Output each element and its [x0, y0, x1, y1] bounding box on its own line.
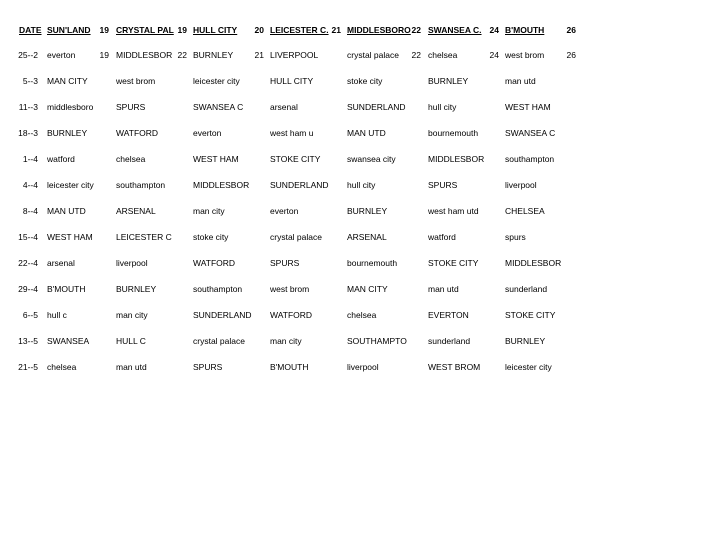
fixture-cell: MAN UTD	[347, 128, 386, 138]
fixture-cell: BURNLEY	[116, 284, 157, 294]
header-date: DATE	[19, 25, 42, 35]
fixture-cell: west ham utd	[428, 206, 479, 216]
fixture-cell: man utd	[428, 284, 459, 294]
header-team: HULL CITY	[193, 25, 238, 35]
fixture-cell: WEST BROM	[428, 362, 481, 372]
fixture-cell: STOKE CITY	[270, 154, 321, 164]
fixture-cell: crystal palace	[193, 336, 245, 346]
fixture-cell: chelsea	[47, 362, 77, 372]
fixture-cell: SOUTHAMPTO	[347, 336, 407, 346]
header-team: MIDDLESBORO	[347, 25, 411, 35]
row-date: 25--2	[18, 50, 38, 60]
fixture-cell: STOKE CITY	[428, 258, 479, 268]
fixture-cell: liverpool	[116, 258, 148, 268]
row-points: 24	[489, 50, 499, 60]
fixture-cell: BURNLEY	[505, 336, 546, 346]
fixture-cell: SPURS	[116, 102, 146, 112]
fixture-cell: middlesboro	[47, 102, 94, 112]
row-date: 13--5	[18, 336, 38, 346]
header-team: B'MOUTH	[505, 25, 545, 35]
fixture-cell: B'MOUTH	[47, 284, 86, 294]
fixture-cell: WEST HAM	[47, 232, 93, 242]
fixture-cell: sunderland	[505, 284, 548, 294]
fixture-cell: ARSENAL	[116, 206, 156, 216]
row-date: 4--4	[22, 180, 38, 190]
row-points: 21	[254, 50, 264, 60]
row-date: 22--4	[18, 258, 38, 268]
header-team: SUN'LAND	[47, 25, 91, 35]
fixture-cell: bournemouth	[428, 128, 479, 138]
fixture-cell: SUNDERLAND	[270, 180, 329, 190]
header-team-points: 21	[331, 25, 341, 35]
header-team-points: 26	[566, 25, 576, 35]
header-team: LEICESTER C.	[270, 25, 329, 35]
fixture-cell: BURNLEY	[193, 50, 234, 60]
fixture-cell: WATFORD	[270, 310, 313, 320]
fixture-cell: arsenal	[270, 102, 298, 112]
fixture-cell: southampton	[505, 154, 555, 164]
header-team-points: 22	[411, 25, 421, 35]
fixture-cell: everton	[193, 128, 222, 138]
fixture-cell: SUNDERLAND	[347, 102, 406, 112]
row-date: 21--5	[18, 362, 38, 372]
fixture-cell: SPURS	[193, 362, 223, 372]
fixture-cell: man city	[116, 310, 148, 320]
fixture-cell: LIVERPOOL	[270, 50, 319, 60]
fixture-cell: everton	[270, 206, 299, 216]
fixture-cell: BURNLEY	[428, 76, 469, 86]
fixture-cell: HULL CITY	[270, 76, 314, 86]
fixture-cell: everton	[47, 50, 76, 60]
fixture-cell: SUNDERLAND	[193, 310, 252, 320]
fixture-cell: watford	[428, 232, 456, 242]
fixture-cell: arsenal	[47, 258, 75, 268]
header-team: SWANSEA C.	[428, 25, 482, 35]
fixture-cell: stoke city	[347, 76, 383, 86]
fixture-cell: liverpool	[505, 180, 537, 190]
fixture-cell: man city	[270, 336, 302, 346]
fixture-cell: west brom	[116, 76, 156, 86]
fixture-cell: hull city	[347, 180, 376, 190]
fixture-cell: ARSENAL	[347, 232, 387, 242]
fixture-cell: WEST HAM	[193, 154, 239, 164]
fixture-cell: MIDDLESBOR	[116, 50, 173, 60]
fixture-cell: man city	[193, 206, 225, 216]
fixture-cell: leicester city	[505, 362, 552, 372]
fixture-cell: MIDDLESBOR	[505, 258, 562, 268]
row-date: 1--4	[22, 154, 38, 164]
fixture-cell: leicester city	[47, 180, 94, 190]
header-team-points: 20	[254, 25, 264, 35]
fixture-cell: WATFORD	[116, 128, 159, 138]
fixture-cell: SWANSEA C	[193, 102, 244, 112]
fixture-cell: crystal palace	[270, 232, 322, 242]
row-points: 22	[177, 50, 187, 60]
fixture-cell: watford	[47, 154, 75, 164]
fixture-cell: crystal palace	[347, 50, 399, 60]
row-date: 18--3	[18, 128, 38, 138]
fixture-cell: SWANSEA C	[505, 128, 556, 138]
header-team: CRYSTAL PAL	[116, 25, 174, 35]
fixture-cell: CHELSEA	[505, 206, 545, 216]
row-date: 8--4	[22, 206, 38, 216]
row-date: 15--4	[18, 232, 38, 242]
fixture-cell: B'MOUTH	[270, 362, 309, 372]
fixture-cell: bournemouth	[347, 258, 398, 268]
fixture-cell: west brom	[505, 50, 545, 60]
fixture-cell: stoke city	[193, 232, 229, 242]
fixture-cell: WATFORD	[193, 258, 236, 268]
fixture-cell: man utd	[116, 362, 147, 372]
row-date: 6--5	[22, 310, 38, 320]
fixture-cell: west brom	[270, 284, 310, 294]
row-points: 26	[566, 50, 576, 60]
fixture-cell: LEICESTER C	[116, 232, 172, 242]
fixture-cell: MIDDLESBOR	[428, 154, 485, 164]
fixture-cell: MAN CITY	[47, 76, 88, 86]
fixture-cell: chelsea	[347, 310, 377, 320]
fixture-cell: leicester city	[193, 76, 240, 86]
fixture-cell: west ham u	[270, 128, 314, 138]
fixture-cell: EVERTON	[428, 310, 469, 320]
fixture-cell: swansea city	[347, 154, 396, 164]
fixture-cell: liverpool	[347, 362, 379, 372]
fixture-cell: chelsea	[116, 154, 146, 164]
fixture-cell: chelsea	[428, 50, 458, 60]
fixture-cell: southampton	[193, 284, 243, 294]
fixture-cell: man utd	[505, 76, 536, 86]
header-team-points: 19	[177, 25, 187, 35]
fixture-cell: BURNLEY	[347, 206, 388, 216]
fixture-cell: BURNLEY	[47, 128, 88, 138]
row-points: 22	[411, 50, 421, 60]
fixture-cell: sunderland	[428, 336, 471, 346]
fixture-cell: SPURS	[428, 180, 458, 190]
fixture-cell: MAN UTD	[47, 206, 86, 216]
header-team-points: 24	[489, 25, 499, 35]
fixture-cell: STOKE CITY	[505, 310, 556, 320]
row-date: 29--4	[18, 284, 38, 294]
fixture-cell: WEST HAM	[505, 102, 551, 112]
fixture-cell: SWANSEA	[47, 336, 90, 346]
row-date: 11--3	[18, 102, 38, 112]
fixture-cell: SPURS	[270, 258, 300, 268]
fixture-cell: southampton	[116, 180, 166, 190]
fixture-cell: hull city	[428, 102, 457, 112]
row-date: 5--3	[22, 76, 38, 86]
fixture-cell: HULL C	[116, 336, 146, 346]
fixture-cell: MAN CITY	[347, 284, 388, 294]
row-points: 19	[99, 50, 109, 60]
fixture-cell: MIDDLESBOR	[193, 180, 250, 190]
header-team-points: 19	[99, 25, 109, 35]
fixture-cell: hull c	[47, 310, 67, 320]
fixture-cell: spurs	[505, 232, 526, 242]
